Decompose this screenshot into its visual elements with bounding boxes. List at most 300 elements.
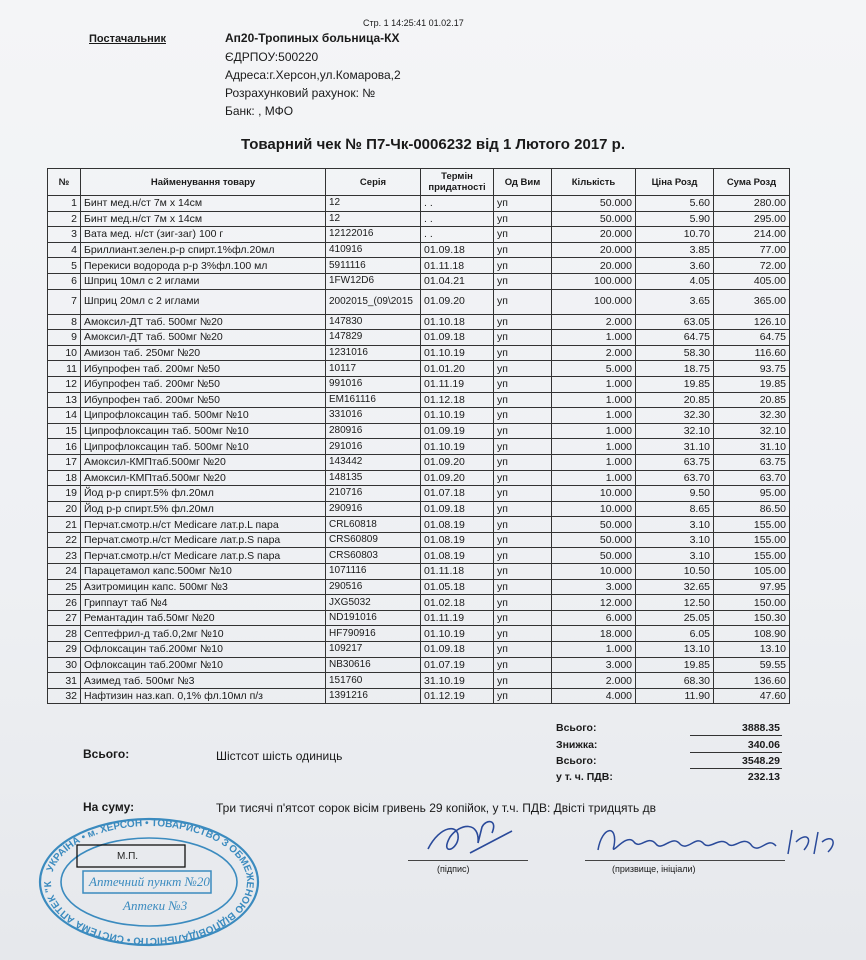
table-cell: . . — [421, 211, 494, 227]
table-cell: 3.000 — [552, 657, 636, 673]
table-cell: 01.05.18 — [421, 579, 494, 595]
table-cell: 27 — [48, 610, 81, 626]
supplier-label: Постачальник — [89, 33, 166, 45]
table-row — [48, 564, 790, 580]
table-cell: 24 — [48, 564, 81, 580]
table-cell: 1.000 — [552, 454, 636, 470]
table-cell: 1FW12D6 — [326, 273, 421, 289]
table-row — [48, 439, 790, 455]
table-cell: 31.10 — [636, 439, 714, 455]
table-row — [48, 579, 790, 595]
table-cell: 20.000 — [552, 242, 636, 258]
table-row — [48, 345, 790, 361]
name-caption: (призвище, ініціали) — [612, 864, 696, 874]
table-cell: уп — [494, 564, 552, 580]
table-cell: 3.10 — [636, 548, 714, 564]
table-cell: 31.10.19 — [421, 673, 494, 689]
table-cell: уп — [494, 548, 552, 564]
table-cell: уп — [494, 673, 552, 689]
table-cell: . . — [421, 196, 494, 212]
net-total-value: 3548.29 — [742, 755, 780, 767]
table-cell: 32.30 — [636, 408, 714, 424]
table-cell: уп — [494, 532, 552, 548]
table-cell: 01.11.18 — [421, 564, 494, 580]
table-cell: 17 — [48, 454, 81, 470]
table-cell: Ципрофлоксацин таб. 500мг №10 — [81, 439, 326, 455]
table-cell: 10.70 — [636, 227, 714, 243]
table-cell: 5.60 — [636, 196, 714, 212]
table-cell: 150.00 — [714, 595, 790, 611]
supplier-address: Адреса:г.Херсон,ул.Комарова,2 — [225, 68, 401, 82]
table-cell: Парацетамол капс.500мг №10 — [81, 564, 326, 580]
table-cell: уп — [494, 211, 552, 227]
table-cell: 1.000 — [552, 408, 636, 424]
table-cell: 6.05 — [636, 626, 714, 642]
table-cell: 20.000 — [552, 227, 636, 243]
table-cell: уп — [494, 273, 552, 289]
table-cell: 100.000 — [552, 289, 636, 314]
table-cell: 95.00 — [714, 486, 790, 502]
table-cell: 5.000 — [552, 361, 636, 377]
stamp-line-1: Аптечний пункт №20 — [89, 874, 210, 889]
table-cell: 30 — [48, 657, 81, 673]
table-row — [48, 486, 790, 502]
table-cell: уп — [494, 657, 552, 673]
table-cell: 151760 — [326, 673, 421, 689]
table-cell: 10117 — [326, 361, 421, 377]
table-cell: 26 — [48, 595, 81, 611]
table-cell: уп — [494, 408, 552, 424]
stamp-line-2: Аптеки №3 — [123, 898, 188, 913]
col-header: Термін придатності — [421, 169, 494, 196]
table-cell: Офлоксацин таб.200мг №10 — [81, 657, 326, 673]
table-cell: 13 — [48, 392, 81, 408]
table-cell: уп — [494, 258, 552, 274]
table-cell: 365.00 — [714, 289, 790, 314]
table-cell: уп — [494, 345, 552, 361]
table-row — [48, 517, 790, 533]
table-cell: 6.000 — [552, 610, 636, 626]
table-cell: 19.85 — [636, 657, 714, 673]
table-row — [48, 242, 790, 258]
table-cell: 405.00 — [714, 273, 790, 289]
table-cell: 12 — [326, 196, 421, 212]
discount-underline — [690, 752, 782, 753]
table-cell: 2.000 — [552, 673, 636, 689]
table-row — [48, 314, 790, 330]
table-row — [48, 454, 790, 470]
table-cell: 148135 — [326, 470, 421, 486]
table-cell: 93.75 — [714, 361, 790, 377]
table-cell: 20 — [48, 501, 81, 517]
table-cell: 50.000 — [552, 517, 636, 533]
table-cell: 147829 — [326, 330, 421, 346]
table-row — [48, 673, 790, 689]
table-row — [48, 376, 790, 392]
table-cell: Перекиси водорода р-р 3%фл.100 мл — [81, 258, 326, 274]
table-cell: Перчат.смотр.н/ст Medicare лат.р.S пара — [81, 532, 326, 548]
table-cell: 50.000 — [552, 532, 636, 548]
table-cell: 32.10 — [714, 423, 790, 439]
mp-label: М.П. — [117, 851, 139, 862]
table-cell: 210716 — [326, 486, 421, 502]
vat-label: у т. ч. ПДВ: — [556, 771, 613, 783]
table-cell: 01.10.19 — [421, 408, 494, 424]
table-cell: 2 — [48, 211, 81, 227]
supplier-name: Ап20-Тропиных больница-КХ — [225, 31, 400, 45]
table-cell: 10.000 — [552, 486, 636, 502]
table-cell: уп — [494, 289, 552, 314]
table-row — [48, 501, 790, 517]
table-cell: уп — [494, 642, 552, 658]
table-cell: 1.000 — [552, 470, 636, 486]
table-cell: уп — [494, 242, 552, 258]
table-cell: 410916 — [326, 242, 421, 258]
table-cell: 23 — [48, 548, 81, 564]
table-cell: 01.11.19 — [421, 376, 494, 392]
table-cell: 01.07.19 — [421, 657, 494, 673]
supplier-account: Розрахунковий рахунок: № — [225, 86, 376, 100]
table-cell: уп — [494, 688, 552, 704]
table-cell: 280.00 — [714, 196, 790, 212]
table-cell: 22 — [48, 532, 81, 548]
table-cell: 3.65 — [636, 289, 714, 314]
table-cell: 10.000 — [552, 501, 636, 517]
total-underline — [690, 735, 782, 736]
table-cell: 01.12.18 — [421, 392, 494, 408]
table-cell: 64.75 — [714, 330, 790, 346]
name-signature — [592, 820, 852, 865]
table-cell: Шприц 20мл с 2 иглами — [81, 289, 326, 314]
table-cell: 50.000 — [552, 196, 636, 212]
table-cell: Ибупрофен таб. 200мг №50 — [81, 376, 326, 392]
table-cell: 1391216 — [326, 688, 421, 704]
table-cell: Ибупрофен таб. 200мг №50 — [81, 392, 326, 408]
table-cell: 16 — [48, 439, 81, 455]
table-cell: 2.000 — [552, 314, 636, 330]
table-cell: 01.11.19 — [421, 610, 494, 626]
svg-text:УКРАЇНА • м. ХЕРСОН • ТОВАРИСТ: УКРАЇНА • м. ХЕРСОН • ТОВАРИСТВО З ОБМЕЖЕНОЮ ВІДПОВІДАЛЬНІСТЮ • СИСТЕМА АПТЕК "К — [42, 817, 256, 947]
table-cell: 19.85 — [636, 376, 714, 392]
table-cell: уп — [494, 376, 552, 392]
table-cell: 3 — [48, 227, 81, 243]
total-value: 3888.35 — [742, 722, 780, 734]
supplier-bank: Банк: , МФО — [225, 104, 294, 118]
table-cell: 20.000 — [552, 258, 636, 274]
table-cell: 01.09.20 — [421, 289, 494, 314]
table-cell: 1.000 — [552, 392, 636, 408]
table-row — [48, 196, 790, 212]
table-cell: Ципрофлоксацин таб. 500мг №10 — [81, 408, 326, 424]
table-cell: 63.70 — [636, 470, 714, 486]
table-cell: 77.00 — [714, 242, 790, 258]
table-cell: . . — [421, 227, 494, 243]
table-cell: 63.75 — [636, 454, 714, 470]
table-cell: 13.10 — [714, 642, 790, 658]
table-cell: 214.00 — [714, 227, 790, 243]
table-cell: 25.05 — [636, 610, 714, 626]
table-cell: 155.00 — [714, 532, 790, 548]
table-cell: уп — [494, 227, 552, 243]
table-cell: 1.000 — [552, 376, 636, 392]
table-cell: Азитромицин капс. 500мг №3 — [81, 579, 326, 595]
table-cell: 01.09.18 — [421, 242, 494, 258]
col-header: Найменування товару — [81, 169, 326, 196]
table-cell: 3.85 — [636, 242, 714, 258]
table-cell: 150.30 — [714, 610, 790, 626]
table-cell: 59.55 — [714, 657, 790, 673]
col-header: Од Вим — [494, 169, 552, 196]
col-header: № — [48, 169, 81, 196]
table-cell: 01.10.18 — [421, 314, 494, 330]
table-cell: 8.65 — [636, 501, 714, 517]
table-cell: CRS60809 — [326, 532, 421, 548]
table-cell: 01.09.18 — [421, 501, 494, 517]
table-cell: уп — [494, 330, 552, 346]
table-cell: 155.00 — [714, 517, 790, 533]
table-cell: Перчат.смотр.н/ст Medicare лат.р.L пара — [81, 517, 326, 533]
table-cell: 3.000 — [552, 579, 636, 595]
table-cell: ND191016 — [326, 610, 421, 626]
table-cell: Бриллиант.зелен.р-р спирт.1%фл.20мл — [81, 242, 326, 258]
table-cell: 295.00 — [714, 211, 790, 227]
table-cell: 32.10 — [636, 423, 714, 439]
table-cell: 9.50 — [636, 486, 714, 502]
document-title: Товарний чек № П7-Чк-0006232 від 1 Лютого 2017 р. — [240, 136, 626, 153]
table-cell: 7 — [48, 289, 81, 314]
table-cell: Шприц 10мл с 2 иглами — [81, 273, 326, 289]
table-cell: 9 — [48, 330, 81, 346]
company-stamp — [37, 816, 261, 948]
table-cell: CRL60818 — [326, 517, 421, 533]
table-cell: 32 — [48, 688, 81, 704]
table-cell: 32.65 — [636, 579, 714, 595]
net-total-label: Всього: — [556, 755, 597, 767]
table-cell: 01.12.19 — [421, 688, 494, 704]
table-cell: CRS60803 — [326, 548, 421, 564]
table-cell: 01.09.18 — [421, 642, 494, 658]
table-cell: уп — [494, 439, 552, 455]
table-cell: 01.10.19 — [421, 345, 494, 361]
table-cell: 3.10 — [636, 517, 714, 533]
table-row — [48, 626, 790, 642]
discount-label: Знижка: — [556, 739, 598, 751]
table-cell: 01.11.18 — [421, 258, 494, 274]
table-row — [48, 258, 790, 274]
table-cell: уп — [494, 626, 552, 642]
table-cell: 991016 — [326, 376, 421, 392]
table-cell: 280916 — [326, 423, 421, 439]
table-cell: 12122016 — [326, 227, 421, 243]
table-cell: уп — [494, 196, 552, 212]
table-cell: 01.09.20 — [421, 454, 494, 470]
table-cell: 1.000 — [552, 330, 636, 346]
table-cell: 2002015_(09\2015 — [326, 289, 421, 314]
table-cell: 32.30 — [714, 408, 790, 424]
table-cell: 01.09.18 — [421, 330, 494, 346]
table-cell: 19.85 — [714, 376, 790, 392]
table-cell: уп — [494, 486, 552, 502]
table-body — [48, 196, 790, 704]
table-cell: 143442 — [326, 454, 421, 470]
col-header: Серія — [326, 169, 421, 196]
table-row — [48, 470, 790, 486]
table-row — [48, 548, 790, 564]
table-cell: 13.10 — [636, 642, 714, 658]
table-cell: Бинт мед.н/ст 7м х 14см — [81, 196, 326, 212]
table-cell: Ципрофлоксацин таб. 500мг №10 — [81, 423, 326, 439]
table-cell: 109217 — [326, 642, 421, 658]
total-words: Шістсот шість одиниць — [216, 749, 343, 763]
table-cell: 01.09.20 — [421, 470, 494, 486]
table-cell: 3.10 — [636, 532, 714, 548]
table-cell: 20.85 — [714, 392, 790, 408]
table-row — [48, 595, 790, 611]
table-cell: 01.10.19 — [421, 626, 494, 642]
table-cell: уп — [494, 392, 552, 408]
table-cell: 20.85 — [636, 392, 714, 408]
table-cell: NB30616 — [326, 657, 421, 673]
col-header: Кількість — [552, 169, 636, 196]
table-cell: 6 — [48, 273, 81, 289]
table-cell: 29 — [48, 642, 81, 658]
table-row — [48, 532, 790, 548]
table-cell: 01.08.19 — [421, 548, 494, 564]
table-cell: Перчат.смотр.н/ст Medicare лат.р.S пара — [81, 548, 326, 564]
table-row — [48, 227, 790, 243]
net-underline — [690, 768, 782, 769]
table-cell: 290516 — [326, 579, 421, 595]
table-row — [48, 392, 790, 408]
table-cell: 5911116 — [326, 258, 421, 274]
table-cell: Ремантадин таб.50мг №20 — [81, 610, 326, 626]
table-cell: уп — [494, 423, 552, 439]
table-cell: 63.05 — [636, 314, 714, 330]
table-cell: Йод р-р спирт.5% фл.20мл — [81, 486, 326, 502]
col-header: Ціна Розд — [636, 169, 714, 196]
table-cell: 01.02.18 — [421, 595, 494, 611]
table-cell: 10.50 — [636, 564, 714, 580]
table-cell: Септефрил-д таб.0,2мг №10 — [81, 626, 326, 642]
table-row — [48, 642, 790, 658]
total-words-label: Всього: — [83, 747, 130, 761]
table-cell: 126.10 — [714, 314, 790, 330]
table-cell: уп — [494, 517, 552, 533]
supplier-edrpou: ЄДРПОУ:500220 — [225, 50, 319, 64]
table-cell: Амоксил-ДТ таб. 500мг №20 — [81, 330, 326, 346]
table-cell: 19 — [48, 486, 81, 502]
table-cell: Бинт мед.н/ст 7м х 14см — [81, 211, 326, 227]
table-cell: 291016 — [326, 439, 421, 455]
table-cell: 01.10.19 — [421, 439, 494, 455]
table-cell: 01.09.19 — [421, 423, 494, 439]
table-cell: Гриппаут таб №4 — [81, 595, 326, 611]
table-cell: 136.60 — [714, 673, 790, 689]
table-cell: 155.00 — [714, 548, 790, 564]
table-cell: 10.000 — [552, 564, 636, 580]
table-cell: 01.01.20 — [421, 361, 494, 377]
table-cell: уп — [494, 470, 552, 486]
table-cell: 18 — [48, 470, 81, 486]
table-cell: 5 — [48, 258, 81, 274]
table-cell: 63.75 — [714, 454, 790, 470]
table-cell: 11 — [48, 361, 81, 377]
table-row — [48, 289, 790, 314]
table-cell: Амоксил-КМПтаб.500мг №20 — [81, 454, 326, 470]
table-cell: 331016 — [326, 408, 421, 424]
table-cell: Амоксил-ДТ таб. 500мг №20 — [81, 314, 326, 330]
vat-value: 232.13 — [747, 771, 780, 783]
table-cell: Офлоксацин таб.200мг №10 — [81, 642, 326, 658]
table-cell: JXG5032 — [326, 595, 421, 611]
table-cell: Нафтизин наз.кап. 0,1% фл.10мл п/з — [81, 688, 326, 704]
table-row — [48, 423, 790, 439]
table-cell: уп — [494, 595, 552, 611]
table-cell: 14 — [48, 408, 81, 424]
sum-label: На суму: — [83, 800, 135, 814]
table-cell: 01.07.18 — [421, 486, 494, 502]
table-cell: 1 — [48, 196, 81, 212]
table-cell: 100.000 — [552, 273, 636, 289]
table-cell: 18.75 — [636, 361, 714, 377]
table-cell: 01.08.19 — [421, 532, 494, 548]
table-cell: 86.50 — [714, 501, 790, 517]
table-cell: уп — [494, 314, 552, 330]
table-cell: 97.95 — [714, 579, 790, 595]
table-row — [48, 408, 790, 424]
name-line — [585, 860, 785, 861]
table-header-row — [48, 169, 790, 196]
table-cell: 58.30 — [636, 345, 714, 361]
table-cell: 12.000 — [552, 595, 636, 611]
table-cell: 01.08.19 — [421, 517, 494, 533]
table-cell: 4.05 — [636, 273, 714, 289]
table-cell: 1071116 — [326, 564, 421, 580]
table-cell: 25 — [48, 579, 81, 595]
table-cell: Йод р-р спирт.5% фл.20мл — [81, 501, 326, 517]
table-row — [48, 610, 790, 626]
table-cell: 108.90 — [714, 626, 790, 642]
table-cell: 28 — [48, 626, 81, 642]
discount-value: 340.06 — [747, 739, 780, 751]
table-cell: 18.000 — [552, 626, 636, 642]
table-cell: 15 — [48, 423, 81, 439]
table-cell: 11.90 — [636, 688, 714, 704]
table-cell: 63.70 — [714, 470, 790, 486]
table-cell: 31 — [48, 673, 81, 689]
table-cell: 50.000 — [552, 548, 636, 564]
table-cell: 12 — [48, 376, 81, 392]
table-cell: Ибупрофен таб. 200мг №50 — [81, 361, 326, 377]
table-cell: 5.90 — [636, 211, 714, 227]
table-cell: 50.000 — [552, 211, 636, 227]
signature — [420, 815, 520, 865]
table-cell: 4.000 — [552, 688, 636, 704]
items-table — [47, 168, 790, 704]
table-cell: 1.000 — [552, 423, 636, 439]
table-row — [48, 273, 790, 289]
table-cell: 01.04.21 — [421, 273, 494, 289]
table-row — [48, 330, 790, 346]
total-label: Всього: — [556, 722, 597, 734]
table-cell: 47.60 — [714, 688, 790, 704]
table-cell: 8 — [48, 314, 81, 330]
table-cell: Азимед таб. 500мг №3 — [81, 673, 326, 689]
table-row — [48, 657, 790, 673]
table-cell: 1231016 — [326, 345, 421, 361]
table-cell: 12 — [326, 211, 421, 227]
table-cell: Вата мед. н/ст (зиг-заг) 100 г — [81, 227, 326, 243]
